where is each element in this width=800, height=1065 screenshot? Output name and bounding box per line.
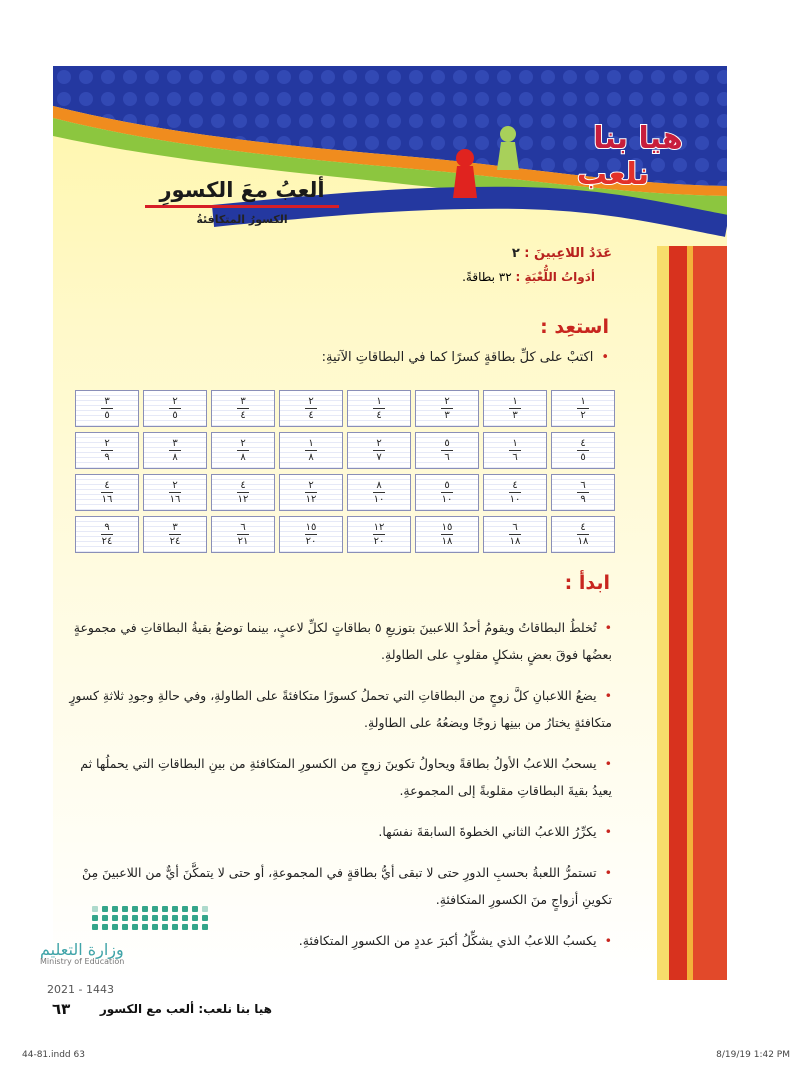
emblem-dot [142, 915, 148, 921]
fraction-bar [169, 534, 181, 535]
page-subtitle: الكسورُ المتكافئةُ [196, 213, 288, 226]
fraction [305, 438, 317, 463]
fraction-card [551, 390, 615, 427]
players-count [512, 246, 612, 261]
fraction-card [75, 390, 139, 427]
players-value: ٢ [511, 246, 520, 261]
step-item [67, 750, 612, 804]
fraction-card [415, 390, 479, 427]
step-text: تستمرُّ اللعبةُ بحسبِ الدورِ حتى لا تبقى أيُّ بطاقةٍ في المجموعةِ، أو حتى لا يتمكَّنَ أيٌّ من اللاعبينَ مِنْ تكوينِ أزواجٍ منَ الكسورِ المتكافئةِ. [82, 865, 612, 907]
fraction-numerator: ٣ [172, 438, 178, 449]
fraction-card [211, 516, 275, 553]
file-info: 44-81.indd 63 [22, 1050, 85, 1060]
fraction-denominator: ٣ [512, 410, 518, 421]
fraction-bar [441, 534, 453, 535]
emblem-dot [162, 924, 168, 930]
fraction-numerator: ٢ [444, 396, 450, 407]
fraction-numerator: ٢ [308, 396, 314, 407]
fraction [577, 480, 589, 505]
fraction [373, 480, 385, 505]
prepare-heading: استعِد : [540, 316, 609, 338]
bullet-icon: • [604, 865, 612, 880]
fraction-numerator: ٥ [444, 480, 450, 491]
fraction-denominator: ١٦ [169, 494, 181, 505]
step-item [67, 818, 612, 845]
fraction [509, 438, 521, 463]
emblem-dot [132, 924, 138, 930]
fraction-bar [577, 534, 589, 535]
fraction-card [551, 432, 615, 469]
emblem-dot [92, 906, 98, 912]
fraction-denominator: ٤ [308, 410, 314, 421]
title-block [157, 178, 327, 226]
fraction-card [483, 516, 547, 553]
fraction-bar [373, 408, 385, 409]
emblem-dot [112, 906, 118, 912]
fraction-card [211, 432, 275, 469]
fraction-numerator: ٣ [104, 396, 110, 407]
emblem-dot [92, 915, 98, 921]
fraction [169, 522, 181, 547]
side-stripes [657, 246, 727, 980]
fraction [509, 396, 521, 421]
fraction-numerator: ١٢ [373, 522, 385, 533]
fraction-numerator: ٢ [308, 480, 314, 491]
fraction-card [143, 432, 207, 469]
fraction-numerator: ٢ [172, 396, 178, 407]
fraction-numerator: ١ [376, 396, 382, 407]
step-item [67, 614, 612, 668]
fraction-numerator: ١ [512, 438, 518, 449]
fraction-card [483, 432, 547, 469]
fraction-numerator: ١ [580, 396, 586, 407]
fraction [169, 480, 181, 505]
bullet-icon: • [604, 688, 612, 703]
emblem-dot [102, 915, 108, 921]
fraction [237, 438, 249, 463]
fraction [441, 438, 453, 463]
page-title: ألعبُ معَ الكسورِ [159, 178, 325, 202]
emblem-dot [142, 906, 148, 912]
fraction-bar [305, 534, 317, 535]
bullet-icon: • [604, 756, 612, 771]
emblem-dot [122, 906, 128, 912]
fraction-bar [509, 408, 521, 409]
fraction-card [143, 516, 207, 553]
fraction-denominator: ٣ [444, 410, 450, 421]
fraction-denominator: ٤ [376, 410, 382, 421]
fraction-numerator: ٢ [172, 480, 178, 491]
emblem-dot [92, 924, 98, 930]
emblem-dot [112, 915, 118, 921]
print-timestamp: 8/19/19 1:42 PM [716, 1050, 790, 1060]
emblem-dot [142, 924, 148, 930]
fraction [509, 480, 521, 505]
fraction-denominator: ٥ [580, 452, 586, 463]
header-banner [53, 66, 727, 286]
fraction-bar [441, 408, 453, 409]
fraction-bar [373, 534, 385, 535]
fraction-denominator: ٩ [580, 494, 586, 505]
emblem-dot [192, 924, 198, 930]
fraction-denominator: ١٨ [509, 536, 521, 547]
fraction [577, 396, 589, 421]
fraction-card [483, 390, 547, 427]
fraction-bar [441, 492, 453, 493]
fraction-denominator: ٢٤ [101, 536, 113, 547]
fraction-denominator: ٦ [444, 452, 450, 463]
fraction [305, 522, 317, 547]
fraction [101, 522, 113, 547]
emblem-dot [122, 915, 128, 921]
fraction-denominator: ١٨ [441, 536, 453, 547]
fraction-card [279, 390, 343, 427]
fraction-denominator: ١٠ [509, 494, 521, 505]
ministry-logo [40, 906, 180, 966]
fraction-numerator: ١ [308, 438, 314, 449]
emblem-dot [152, 906, 158, 912]
fraction-numerator: ٢ [376, 438, 382, 449]
fraction-denominator: ١٠ [441, 494, 453, 505]
emblem-dot [132, 906, 138, 912]
fraction [237, 480, 249, 505]
bullet-icon: • [604, 933, 612, 948]
fraction-bar [237, 492, 249, 493]
fraction-bar [509, 492, 521, 493]
emblem-dot [182, 915, 188, 921]
fraction-bar [373, 492, 385, 493]
fraction-numerator: ٤ [104, 480, 110, 491]
fraction [441, 480, 453, 505]
emblem-dot [202, 906, 208, 912]
fraction-bar [509, 450, 521, 451]
fraction-card [347, 516, 411, 553]
prepare-instruction [322, 350, 609, 365]
step-item [67, 859, 612, 913]
fraction-numerator: ٤ [580, 522, 586, 533]
emblem-dot [172, 924, 178, 930]
fraction-card [279, 474, 343, 511]
emblem-dot [192, 906, 198, 912]
emblem-dot [172, 915, 178, 921]
fraction-bar [237, 408, 249, 409]
fraction-numerator: ٦ [512, 522, 518, 533]
footer-book-title: هيا بنا نلعب: ألعب مع الكسور [99, 1002, 272, 1016]
fraction-bar [237, 534, 249, 535]
fraction-card [143, 390, 207, 427]
emblem-dot [132, 915, 138, 921]
bullet-icon: • [601, 350, 609, 365]
fraction-numerator: ٣ [240, 396, 246, 407]
fraction-denominator: ٤ [240, 410, 246, 421]
fraction-bar [101, 492, 113, 493]
step-text: تُخلطُ البطاقاتُ ويقومُ أحدُ اللاعبينَ بتوزيعِ ٥ بطاقاتٍ لكلِّ لاعبٍ، بينما توضعُ بقيةُ البطاقاتِ في مجموعةٍ بعضُها فوقَ بعضٍ بشكلٍ مقلوبٍ على الطاولةِ. [73, 620, 612, 662]
fraction-bar [169, 492, 181, 493]
fraction-numerator: ٣ [172, 522, 178, 533]
title-underline [145, 205, 339, 208]
page-number: ٦٣ [52, 1000, 71, 1018]
tools-label: أدَواتُ اللُّعْبَةِ : [515, 270, 595, 284]
fraction-denominator: ٩ [104, 452, 110, 463]
fraction [305, 480, 317, 505]
fraction-card [415, 432, 479, 469]
fraction [101, 480, 113, 505]
emblem-dot [162, 915, 168, 921]
fraction [101, 396, 113, 421]
fraction-card [211, 474, 275, 511]
fraction-numerator: ٨ [376, 480, 382, 491]
fraction-card [415, 474, 479, 511]
fraction-denominator: ٧ [376, 452, 382, 463]
fraction-denominator: ١٦ [101, 494, 113, 505]
fraction [169, 438, 181, 463]
step-text: يسحبُ اللاعبُ الأولُ بطاقةً ويحاولُ تكوينَ زوجٍ من الكسورِ المتكافئةِ من بينِ البطاقاتِ التي يحملُها ثم يعيدُ بقيةَ البطاقاتِ مقلوبةً إلى المجموعةِ. [80, 756, 612, 798]
fraction [509, 522, 521, 547]
fraction-numerator: ٢ [104, 438, 110, 449]
fraction-bar [169, 408, 181, 409]
fraction-card [75, 516, 139, 553]
fraction-numerator: ٤ [240, 480, 246, 491]
fraction-bar [101, 450, 113, 451]
svg-text:هيا بنا: هيا بنا [593, 121, 683, 156]
fraction-cards-grid [73, 390, 615, 553]
fraction-denominator: ٢٤ [169, 536, 181, 547]
step-item [67, 682, 612, 736]
fraction-numerator: ٩ [104, 522, 110, 533]
fraction-numerator: ٤ [512, 480, 518, 491]
fraction-bar [373, 450, 385, 451]
emblem-dot [152, 915, 158, 921]
bullet-icon: • [604, 620, 612, 635]
fraction-card [279, 432, 343, 469]
instruction-text: اكتبْ على كلِّ بطاقةٍ كسرًا كما في البطاقاتِ الآتيةِ: [321, 350, 594, 365]
game-pawn-green-icon [497, 126, 519, 170]
step-text: يكسبُ اللاعبُ الذي يشكِّلُ أكبرَ عددٍ من الكسورِ المتكافئةِ. [298, 933, 597, 948]
fraction-denominator: ٢٠ [373, 536, 385, 547]
fraction-bar [305, 492, 317, 493]
fraction-numerator: ١٥ [441, 522, 453, 533]
fraction-bar [237, 450, 249, 451]
emblem-dot [102, 924, 108, 930]
fraction-denominator: ١٨ [577, 536, 589, 547]
fraction [169, 396, 181, 421]
fraction-numerator: ١ [512, 396, 518, 407]
tools-value: ٣٢ بطاقةً. [462, 270, 512, 284]
fraction-bar [305, 408, 317, 409]
fraction-numerator: ٥ [444, 438, 450, 449]
fraction-bar [441, 450, 453, 451]
fraction-bar [509, 534, 521, 535]
fraction [441, 396, 453, 421]
emblem-dot [112, 924, 118, 930]
fraction-card [483, 474, 547, 511]
fraction-numerator: ٤ [580, 438, 586, 449]
fraction-card [347, 474, 411, 511]
fraction-denominator: ٢١ [237, 536, 249, 547]
emblem-dot [182, 906, 188, 912]
fraction-card [75, 474, 139, 511]
fraction [373, 396, 385, 421]
fraction-denominator: ٦ [512, 452, 518, 463]
emblem-dot [192, 915, 198, 921]
ministry-emblem-icon [92, 906, 180, 930]
fraction-numerator: ٦ [240, 522, 246, 533]
fraction-bar [577, 492, 589, 493]
ministry-name-ar: وزارة التعليم [40, 940, 124, 959]
fraction [305, 396, 317, 421]
fraction-card [279, 516, 343, 553]
fraction [577, 438, 589, 463]
fraction-denominator: ١٢ [305, 494, 317, 505]
svg-text:نلعب: نلعب [576, 157, 650, 192]
fraction-card [415, 516, 479, 553]
fraction-card [551, 516, 615, 553]
emblem-dot [202, 915, 208, 921]
fraction-numerator: ١٥ [305, 522, 317, 533]
fraction-bar [101, 534, 113, 535]
emblem-dot [202, 924, 208, 930]
emblem-dot [172, 906, 178, 912]
fraction-bar [169, 450, 181, 451]
edition-year: 2021 - 1443 [47, 983, 114, 996]
textbook-page [53, 66, 727, 980]
players-label: عَدَدُ اللاعِبينَ : [524, 246, 612, 261]
fraction-denominator: ٨ [240, 452, 246, 463]
start-heading: ابدأ : [564, 572, 610, 594]
fraction-denominator: ١٠ [373, 494, 385, 505]
fraction-card [551, 474, 615, 511]
fraction-denominator: ٨ [308, 452, 314, 463]
fraction [237, 522, 249, 547]
emblem-dot [122, 924, 128, 930]
emblem-dot [152, 924, 158, 930]
fraction-numerator: ٢ [240, 438, 246, 449]
fraction-card [347, 432, 411, 469]
bullet-icon: • [604, 824, 612, 839]
step-text: يكرِّرُ اللاعبُ الثاني الخطوةَ السابقةَ نفسَها. [378, 824, 597, 839]
game-pawn-red-icon [453, 149, 477, 198]
emblem-dot [182, 924, 188, 930]
fraction [373, 522, 385, 547]
fraction [441, 522, 453, 547]
fraction-card [347, 390, 411, 427]
fraction-denominator: ٨ [172, 452, 178, 463]
fraction-bar [577, 450, 589, 451]
fraction-bar [577, 408, 589, 409]
fraction [101, 438, 113, 463]
fraction-denominator: ٢ [580, 410, 586, 421]
fraction [237, 396, 249, 421]
fraction [373, 438, 385, 463]
fraction-bar [305, 450, 317, 451]
fraction-denominator: ٥ [172, 410, 178, 421]
game-tools [462, 270, 595, 284]
fraction-card [143, 474, 207, 511]
step-text: يضعُ اللاعبانِ كلَّ زوجٍ من البطاقاتِ التي تحملُ كسورًا متكافئةً على الطاولةِ، وفي حالةِ وجودِ ثلاثةِ كسورٍ متكافئةٍ يختارُ من بينِها زوجًا ويضعُهُ على الطاولةِ. [69, 688, 612, 730]
fraction [577, 522, 589, 547]
fraction-bar [101, 408, 113, 409]
fraction-denominator: ٥ [104, 410, 110, 421]
emblem-dot [162, 906, 168, 912]
fraction-denominator: ١٢ [237, 494, 249, 505]
fraction-card [75, 432, 139, 469]
ministry-name-en: Ministry of Education [40, 957, 125, 966]
fraction-card [211, 390, 275, 427]
fraction-numerator: ٦ [580, 480, 586, 491]
fraction-denominator: ٢٠ [305, 536, 317, 547]
emblem-dot [102, 906, 108, 912]
